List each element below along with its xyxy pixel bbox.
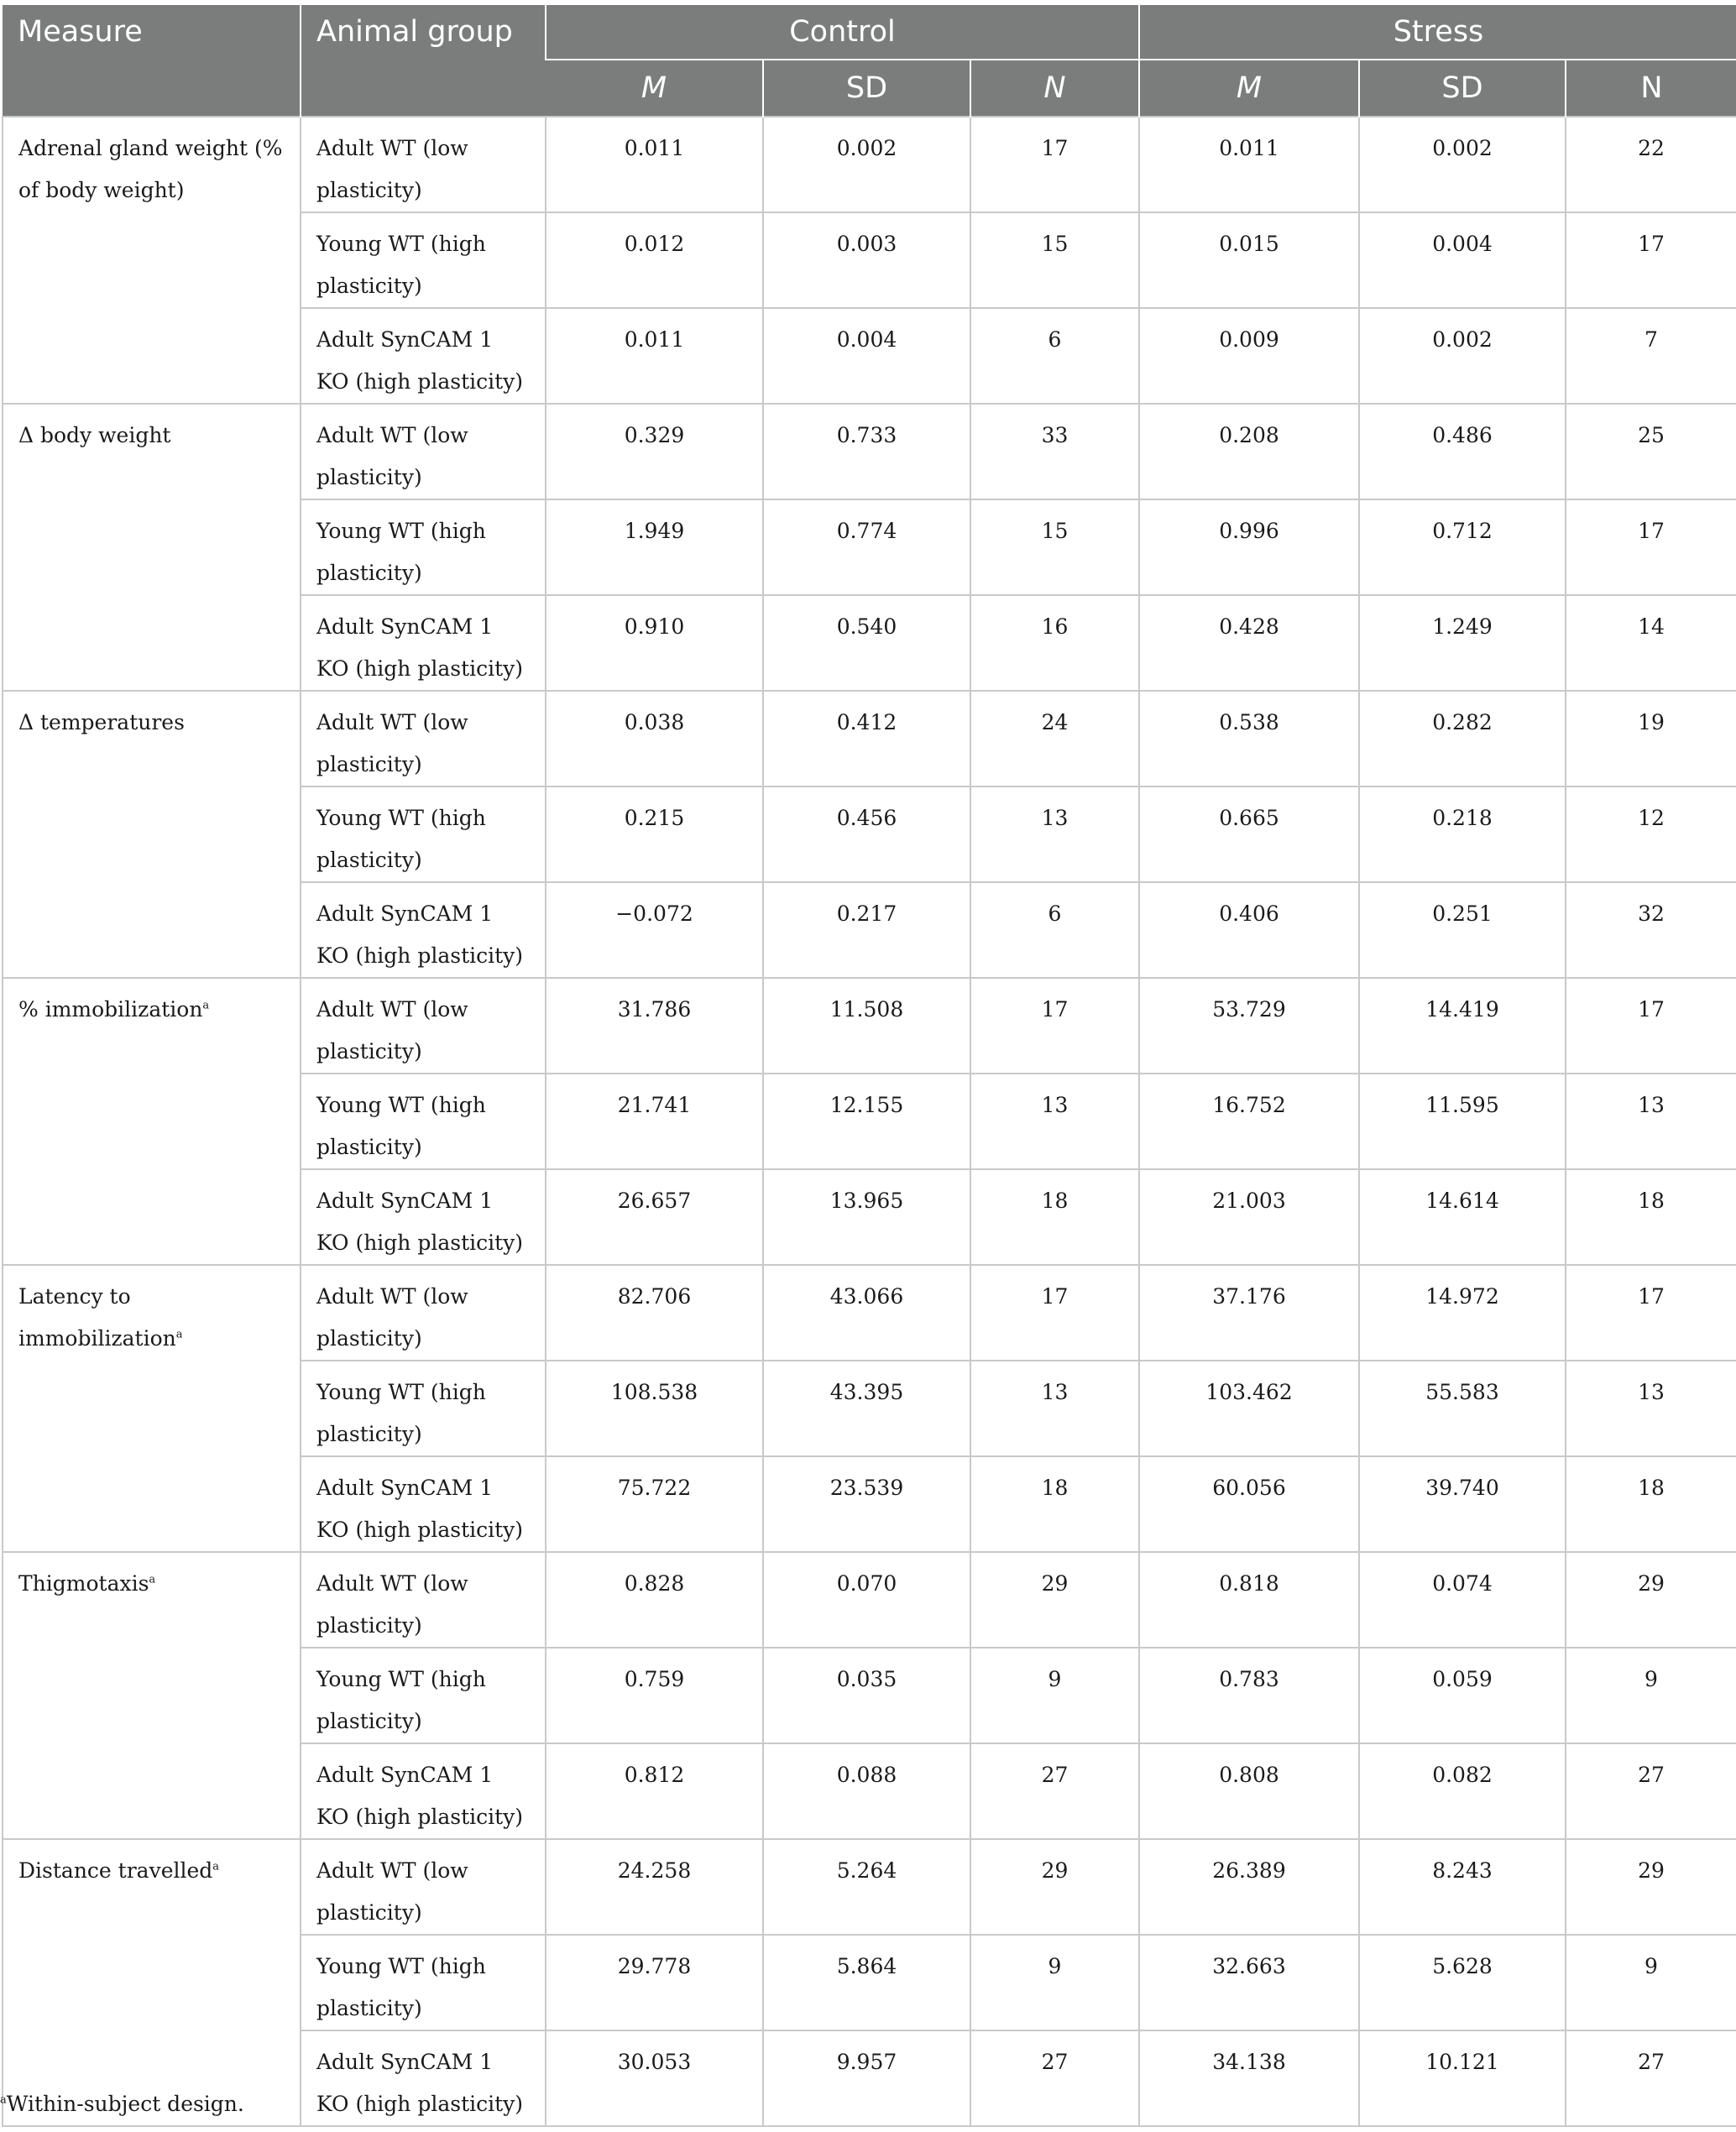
stress-sd-cell: 0.251 [1359,882,1566,978]
table-body [3,117,1736,2126]
footnote-marker: a [212,1860,220,1873]
control-n-cell: 29 [970,1839,1139,1935]
stress-sd-cell: 0.074 [1359,1552,1566,1648]
stress-sd-cell: 0.082 [1359,1743,1566,1839]
control-sd-cell: 12.155 [763,1074,970,1169]
footnote-marker: a [175,1328,183,1341]
measure-label: Distance travelled [18,1858,213,1883]
control-m-cell: 0.012 [546,212,763,308]
animal-group-cell: Adult WT (low plasticity) [301,404,546,499]
stress-m-cell: 0.783 [1139,1648,1359,1743]
stress-n-cell: 9 [1566,1648,1736,1743]
measure-label: Thigmotaxis [18,1571,149,1596]
measure-cell [3,1265,301,1552]
stress-m-cell: 0.808 [1139,1743,1359,1839]
control-n-cell: 6 [970,882,1139,978]
table-footnote [0,2092,244,2116]
stress-m-cell: 0.015 [1139,212,1359,308]
control-sd-cell: 5.864 [763,1935,970,2030]
stress-m-cell: 53.729 [1139,978,1359,1074]
stress-sd-cell: 14.972 [1359,1265,1566,1361]
control-m-cell: 1.949 [546,499,763,595]
stress-sd-cell: 8.243 [1359,1839,1566,1935]
animal-group-cell: Adult WT (low plasticity) [301,117,546,212]
stress-n-cell: 9 [1566,1935,1736,2030]
control-sd-cell: 23.539 [763,1456,970,1552]
measure-label: Latency to immobilization [18,1284,176,1351]
control-m-cell: 30.053 [546,2030,763,2126]
stress-m-cell: 32.663 [1139,1935,1359,2030]
control-sd-cell: 0.412 [763,691,970,786]
animal-group-cell: Young WT (high plasticity) [301,1648,546,1743]
control-sd-cell: 0.070 [763,1552,970,1648]
stress-m-cell: 16.752 [1139,1074,1359,1169]
animal-group-cell: Adult SynCAM 1 KO (high plasticity) [301,308,546,404]
stress-n-cell: 27 [1566,1743,1736,1839]
measure-cell [3,1839,301,2126]
control-n-cell: 9 [970,1935,1139,2030]
control-n-cell: 13 [970,786,1139,882]
control-n-cell: 17 [970,1265,1139,1361]
stress-sd-cell: 0.486 [1359,404,1566,499]
control-m-cell: 0.812 [546,1743,763,1839]
footnote-text: Within-subject design. [6,2092,244,2116]
stress-sd-cell: 14.419 [1359,978,1566,1074]
stress-n-cell: 32 [1566,882,1736,978]
stress-sd-cell: 10.121 [1359,2030,1566,2126]
control-n-cell: 15 [970,499,1139,595]
animal-group-cell: Young WT (high plasticity) [301,1935,546,2030]
animal-group-cell: Young WT (high plasticity) [301,1361,546,1456]
control-m-cell: 75.722 [546,1456,763,1552]
control-sd-cell: 0.540 [763,595,970,691]
stress-sd-cell: 11.595 [1359,1074,1566,1169]
control-m-cell: 0.038 [546,691,763,786]
animal-group-cell: Adult WT (low plasticity) [301,1552,546,1648]
control-m-cell: 26.657 [546,1169,763,1265]
table-header [3,5,1736,117]
header-stress-n: N [1566,60,1736,117]
header-animal-group: Animal group [301,5,546,117]
header-stress-m: M [1139,60,1359,117]
control-sd-cell: 0.088 [763,1743,970,1839]
animal-group-cell: Young WT (high plasticity) [301,786,546,882]
animal-group-cell: Adult WT (low plasticity) [301,978,546,1074]
stress-m-cell: 26.389 [1139,1839,1359,1935]
table-row [3,978,1736,1074]
measure-cell [3,404,301,691]
control-sd-cell: 0.217 [763,882,970,978]
animal-group-cell: Adult SynCAM 1 KO (high plasticity) [301,2030,546,2126]
table-row [3,1265,1736,1361]
stress-n-cell: 18 [1566,1169,1736,1265]
header-control-n: N [970,60,1139,117]
stress-sd-cell: 14.614 [1359,1169,1566,1265]
control-n-cell: 18 [970,1456,1139,1552]
control-m-cell: 0.011 [546,117,763,212]
stress-m-cell: 0.818 [1139,1552,1359,1648]
stress-n-cell: 12 [1566,786,1736,882]
stress-n-cell: 29 [1566,1552,1736,1648]
header-measure: Measure [3,5,301,117]
animal-group-cell: Adult WT (low plasticity) [301,1265,546,1361]
header-stress: Stress [1139,5,1736,60]
footnote-marker: a [149,1573,156,1586]
stress-m-cell: 0.406 [1139,882,1359,978]
stress-sd-cell: 0.282 [1359,691,1566,786]
stress-n-cell: 7 [1566,308,1736,404]
stress-m-cell: 0.538 [1139,691,1359,786]
control-m-cell: 24.258 [546,1839,763,1935]
control-sd-cell: 5.264 [763,1839,970,1935]
control-n-cell: 27 [970,1743,1139,1839]
control-m-cell: 31.786 [546,978,763,1074]
control-n-cell: 6 [970,308,1139,404]
stress-sd-cell: 0.004 [1359,212,1566,308]
stress-m-cell: 0.011 [1139,117,1359,212]
stress-sd-cell: 0.002 [1359,308,1566,404]
stress-m-cell: 0.996 [1139,499,1359,595]
table-row [3,1839,1736,1935]
animal-group-cell: Adult WT (low plasticity) [301,691,546,786]
stress-sd-cell: 55.583 [1359,1361,1566,1456]
control-m-cell: 0.215 [546,786,763,882]
stress-m-cell: 0.428 [1139,595,1359,691]
control-sd-cell: 0.003 [763,212,970,308]
stress-m-cell: 37.176 [1139,1265,1359,1361]
stress-sd-cell: 0.002 [1359,117,1566,212]
table-row [3,404,1736,499]
stress-sd-cell: 0.712 [1359,499,1566,595]
control-m-cell: 0.759 [546,1648,763,1743]
stress-m-cell: 34.138 [1139,2030,1359,2126]
measure-label: Δ body weight [18,423,171,447]
control-m-cell: 0.910 [546,595,763,691]
measure-cell [3,1552,301,1839]
stress-sd-cell: 39.740 [1359,1456,1566,1552]
control-n-cell: 16 [970,595,1139,691]
measure-label: Δ temperatures [18,710,185,734]
measure-cell [3,691,301,978]
stress-sd-cell: 0.059 [1359,1648,1566,1743]
stress-n-cell: 17 [1566,1265,1736,1361]
stress-n-cell: 13 [1566,1074,1736,1169]
control-sd-cell: 43.066 [763,1265,970,1361]
measure-cell [3,117,301,404]
animal-group-cell: Adult WT (low plasticity) [301,1839,546,1935]
control-m-cell: 29.778 [546,1935,763,2030]
stress-sd-cell: 5.628 [1359,1935,1566,2030]
animal-group-cell: Young WT (high plasticity) [301,499,546,595]
control-sd-cell: 0.035 [763,1648,970,1743]
control-sd-cell: 11.508 [763,978,970,1074]
animal-group-cell: Adult SynCAM 1 KO (high plasticity) [301,595,546,691]
animal-group-cell: Adult SynCAM 1 KO (high plasticity) [301,1169,546,1265]
animal-group-cell: Adult SynCAM 1 KO (high plasticity) [301,1456,546,1552]
table-row [3,117,1736,212]
stress-n-cell: 13 [1566,1361,1736,1456]
header-control-sd: SD [763,60,970,117]
control-sd-cell: 0.774 [763,499,970,595]
footnote-marker: a [0,2093,7,2107]
animal-group-cell: Adult SynCAM 1 KO (high plasticity) [301,882,546,978]
control-m-cell: 0.828 [546,1552,763,1648]
stress-m-cell: 21.003 [1139,1169,1359,1265]
measure-label: Adrenal gland weight (% of body weight) [18,136,283,202]
control-sd-cell: 43.395 [763,1361,970,1456]
stress-sd-cell: 1.249 [1359,595,1566,691]
table-row [3,691,1736,786]
header-control-m: M [546,60,763,117]
stress-n-cell: 17 [1566,212,1736,308]
control-n-cell: 33 [970,404,1139,499]
stress-m-cell: 0.208 [1139,404,1359,499]
stress-n-cell: 17 [1566,499,1736,595]
stress-n-cell: 17 [1566,978,1736,1074]
stress-m-cell: 0.009 [1139,308,1359,404]
control-m-cell: 21.741 [546,1074,763,1169]
control-n-cell: 24 [970,691,1139,786]
stress-m-cell: 0.665 [1139,786,1359,882]
table-row [3,1552,1736,1648]
control-n-cell: 17 [970,978,1139,1074]
measure-cell [3,978,301,1265]
header-control: Control [546,5,1139,60]
control-m-cell: 0.011 [546,308,763,404]
control-m-cell: 82.706 [546,1265,763,1361]
stress-n-cell: 22 [1566,117,1736,212]
control-sd-cell: 0.733 [763,404,970,499]
control-m-cell: 0.329 [546,404,763,499]
stress-n-cell: 14 [1566,595,1736,691]
control-sd-cell: 0.004 [763,308,970,404]
control-sd-cell: 13.965 [763,1169,970,1265]
stress-m-cell: 60.056 [1139,1456,1359,1552]
control-m-cell: −0.072 [546,882,763,978]
control-n-cell: 15 [970,212,1139,308]
control-n-cell: 27 [970,2030,1139,2126]
stress-n-cell: 27 [1566,2030,1736,2126]
stress-n-cell: 25 [1566,404,1736,499]
stress-sd-cell: 0.218 [1359,786,1566,882]
header-stress-sd: SD [1359,60,1566,117]
animal-group-cell: Adult SynCAM 1 KO (high plasticity) [301,1743,546,1839]
control-m-cell: 108.538 [546,1361,763,1456]
animal-group-cell: Young WT (high plasticity) [301,1074,546,1169]
stress-n-cell: 29 [1566,1839,1736,1935]
stress-n-cell: 18 [1566,1456,1736,1552]
control-n-cell: 18 [970,1169,1139,1265]
control-n-cell: 9 [970,1648,1139,1743]
control-sd-cell: 0.002 [763,117,970,212]
footnote-marker: a [202,999,210,1012]
stress-m-cell: 103.462 [1139,1361,1359,1456]
control-sd-cell: 9.957 [763,2030,970,2126]
control-n-cell: 13 [970,1074,1139,1169]
stress-n-cell: 19 [1566,691,1736,786]
measure-label: % immobilization [18,997,203,1022]
descriptive-statistics-table [2,5,1736,2127]
control-n-cell: 13 [970,1361,1139,1456]
control-sd-cell: 0.456 [763,786,970,882]
animal-group-cell: Young WT (high plasticity) [301,212,546,308]
control-n-cell: 29 [970,1552,1139,1648]
control-n-cell: 17 [970,117,1139,212]
